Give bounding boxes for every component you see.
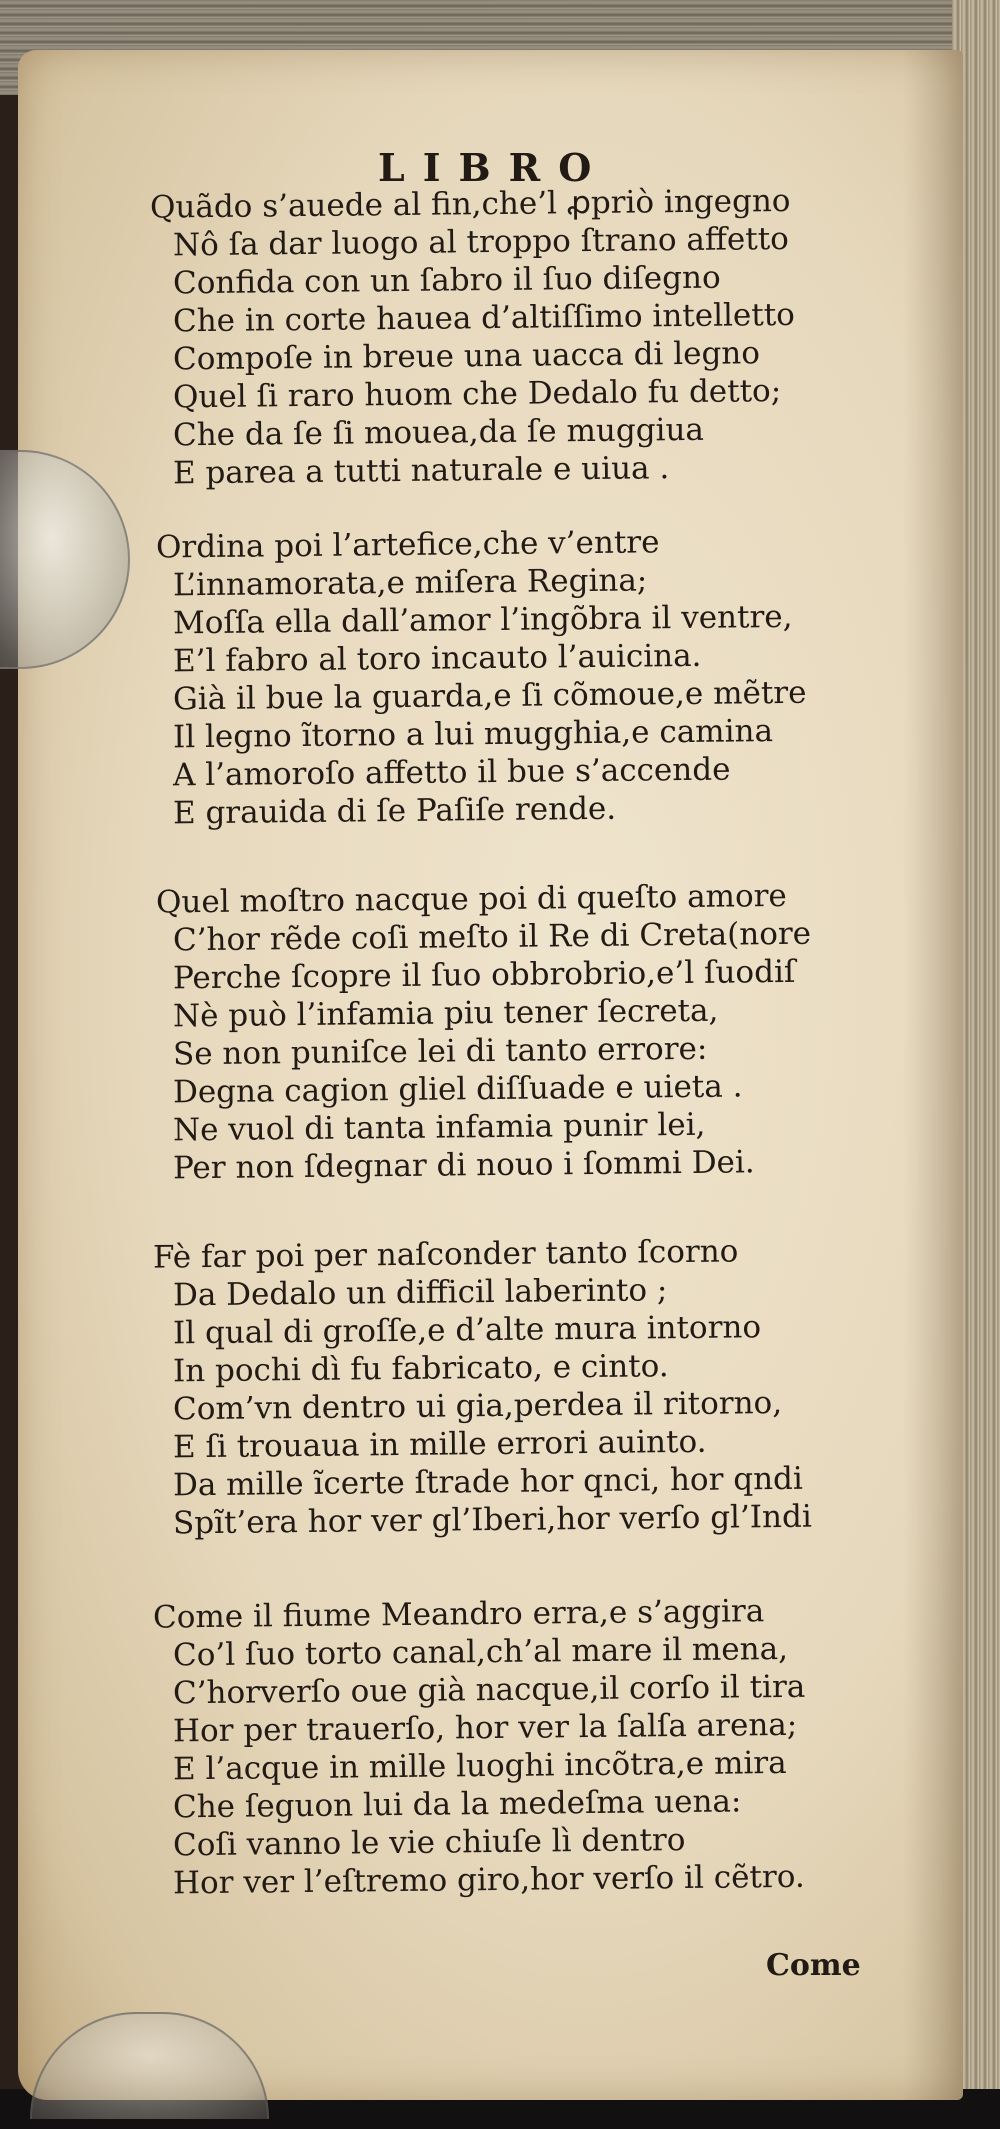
verse-line: Che da ſe ſi mouea,da ſe muggiua — [172, 411, 705, 454]
verse-line: Quel ſi raro huom che Dedalo fu detto; — [172, 373, 782, 416]
verse-line: E l’acque in mille luoghi incõtra,e mira — [172, 1744, 787, 1788]
verse-line: Il qual di groſſe,e d’alte mura intorno — [172, 1309, 762, 1352]
verse-line: Com’vn dentro ui gia,perdea il ritorno, — [172, 1384, 783, 1428]
verse-line: Confida con un ſabro il ſuo diſegno — [172, 259, 721, 302]
verse-line: In pochi dì fu fabricato, e cinto. — [172, 1348, 669, 1390]
verse-line: Da mille ĩcerte ſtrade hor qnci, hor qndi — [172, 1460, 804, 1504]
verse-line: Nè può l’infamia piu tener ſecreta, — [172, 992, 719, 1035]
stanza-4 — [18, 1233, 963, 1544]
verse-line: E’l fabro al toro incauto l’auicina. — [172, 637, 702, 680]
catchword: Come — [766, 1948, 861, 1983]
verse-line: Compoſe in breue una uacca di legno — [172, 335, 761, 378]
verse-line: A l’amoroſo affetto il bue s’accende — [172, 751, 731, 794]
verse-line: C’hor rẽde coſi meſto il Re di Creta(nore — [172, 915, 812, 959]
verse-line: Che in corte hauea d’altiſſimo intelletto — [172, 296, 796, 340]
book-page — [18, 50, 963, 2100]
stanza-3 — [18, 877, 963, 1189]
verse-line: Se non puniſce lei di tanto errore: — [172, 1030, 708, 1073]
verse-line: Già il bue la guarda,e ſi cõmoue,e mẽtre — [172, 674, 807, 718]
verse-line: Hor per trauerſo, hor ver la ſalſa arena; — [172, 1706, 798, 1750]
verse-line: L’innamorata,e miſera Regina; — [172, 562, 648, 604]
verse-line: Quel moſtro nacque poi di queſto amore — [155, 877, 787, 921]
verse-line: Come il fiume Meandro erra,e s’aggira — [152, 1593, 765, 1636]
verse-line: Moſſa ella dall’amor l’ingõbra il ventre, — [172, 598, 793, 642]
verse-line: Da Dedalo un difficil laberinto ; — [172, 1272, 668, 1314]
verse-line: Quãdo s’auede al fin,che’l ꝓpriò ingegno — [149, 182, 791, 226]
stanza-5 — [18, 1593, 963, 1904]
verse-line: Nô ſa dar luogo al troppo ſtrano affetto — [172, 220, 790, 264]
verse-line: Spĩt’era hor ver gl’Iberi,hor verſo gl’Indi — [172, 1498, 812, 1542]
verse-line: Perche ſcopre il ſuo obbrobrio,e’l ſuodiſ — [172, 953, 796, 997]
verse-line: Il legno ĩtorno a lui mugghia,e camina — [172, 713, 774, 756]
verse-line: C’horverſo oue già nacque,il corſo il tira — [172, 1668, 806, 1712]
verse-line: Hor ver l’eſtremo giro,hor verſo il cẽtro. — [172, 1858, 805, 1902]
verse-line: Degna cagion gliel diſſuade e uieta . — [172, 1068, 743, 1111]
verse-line: Coſi vanno le vie chiuſe lì dentro — [172, 1822, 686, 1864]
running-head: LIBRO — [378, 145, 610, 190]
verse-line: E parea a tutti naturale e uiua . — [172, 450, 670, 492]
stanza-1 — [18, 182, 963, 494]
verse-line: Co’l ſuo torto canal,ch’al mare il mena, — [172, 1630, 789, 1674]
verse-line: Ne vuol di tanta infamia punir lei, — [172, 1106, 706, 1149]
verse-line: Per non ſdegnar di nouo i ſommi Dei. — [172, 1144, 755, 1187]
stanza-2 — [18, 524, 963, 834]
verse-line: Fè far poi per naſconder tanto ſcorno — [152, 1233, 739, 1276]
verse-line: Che ſeguon lui da la medeſma uena: — [172, 1783, 742, 1826]
verse-line: E grauida di ſe Paſiſe rende. — [172, 790, 617, 832]
page-text — [18, 50, 963, 2100]
verse-line: Ordina poi l’artefice,che v’entre — [155, 524, 660, 566]
verse-line: E ſi trouaua in mille errori auinto. — [172, 1423, 707, 1466]
